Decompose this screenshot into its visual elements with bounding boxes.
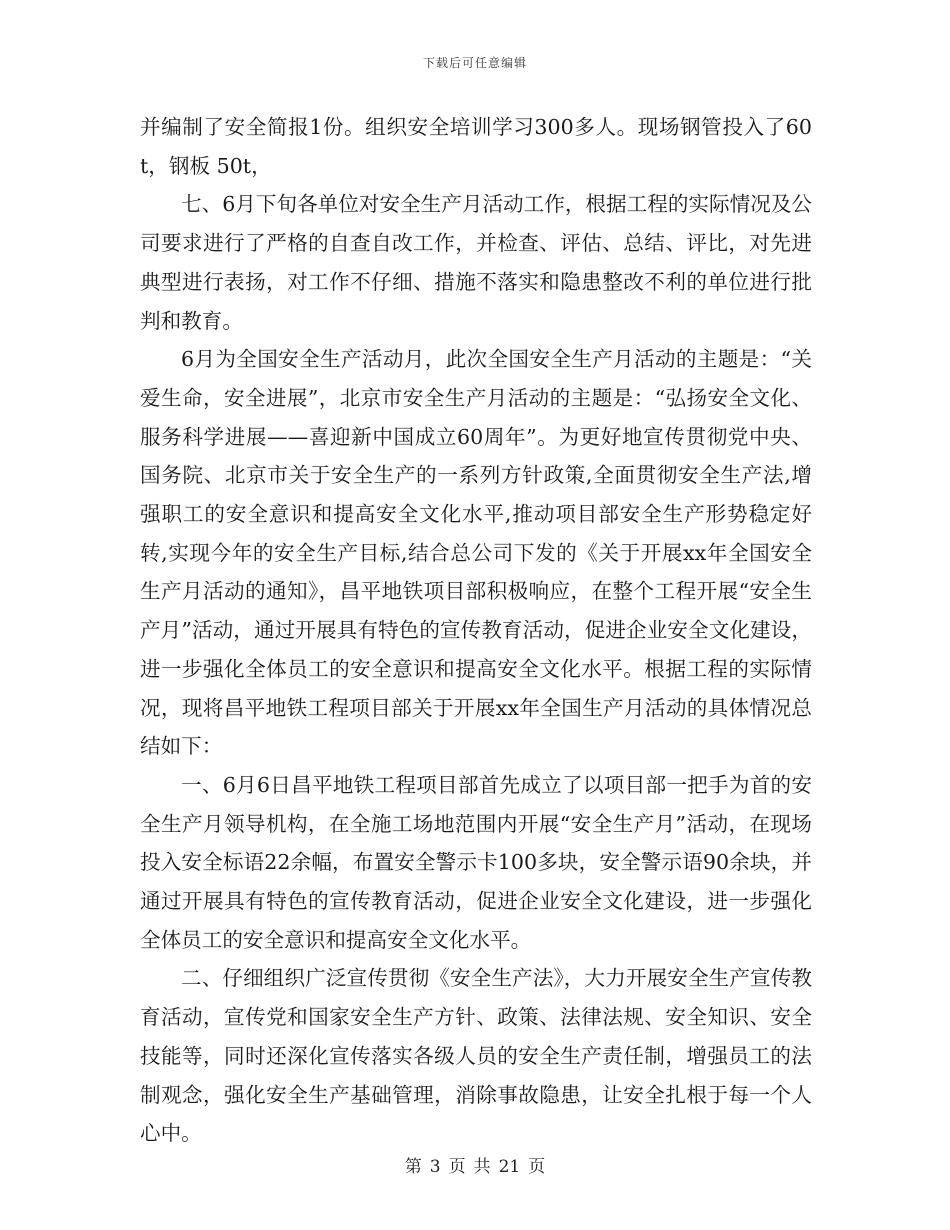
paragraph-3: 6月为全国安全生产活动月，此次全国安全生产月活动的主题是：“关爱生命，安全进展”，北京市安全生产月活动的主题是：“弘扬安全文化、服务科学进展——喜迎新中国成立60周年”。为更好地宣传贯彻党中央、国务院、北京市关于安全生产的一系列方针政策,全面贯彻安全生产法,增强职工的安全意识和提高安全文化水平,推动项目部安全生产形势稳定好转,实现今年的安全生产目标,结合总公司下发的《关于开展xx年全国安全生产月活动的通知》，昌平地铁项目部积极响应，在整个工程开展“安全生产月”活动，通过开展具有特色的宣传教育活动，促进企业安全文化建设，进一步强化全体员工的安全意识和提高安全文化水平。根据工程的实际情况，现将昌平地铁工程项目部关于开展xx年全国生产月活动的具体情况总结如下：: [140, 347, 812, 759]
footer-total-pages: 21: [498, 1157, 521, 1177]
footer-ye-end: 页: [528, 1157, 546, 1177]
paragraph-2: 七、6月下旬各单位对安全生产月活动工作，根据工程的实际情况及公司要求进行了严格的自查自改工作，并检查、评估、总结、评比，对先进典型进行表扬，对工作不仔细、措施不落实和隐患整改不利的单位进行批判和教育。: [140, 192, 812, 333]
footer-page-number: 3: [429, 1157, 441, 1177]
paragraph-4: 一、6月6日昌平地铁工程项目部首先成立了以项目部一把手为首的安全生产月领导机构，在全施工场地范围内开展“安全生产月”活动，在现场投入安全标语22余幅，布置安全警示卡100多块，安全警示语90余块，并通过开展具有特色的宣传教育活动，促进企业安全文化建设，进一步强化全体员工的安全意识和提高安全文化水平。: [140, 772, 812, 952]
header-note: 下载后可任意编辑: [422, 56, 527, 70]
footer-ye: 页: [448, 1157, 466, 1177]
footer-gong: 共: [473, 1157, 491, 1177]
footer-di: 第: [404, 1157, 422, 1177]
document-body: [140, 108, 812, 1153]
page-footer: [0, 1152, 950, 1177]
paragraph-5: 二、仔细组织广泛宣传贯彻《安全生产法》，大力开展安全生产宣传教育活动，宣传党和国家安全生产方针、政策、法律法规、安全知识、安全技能等，同时还深化宣传落实各级人员的安全生产责任制，增强员工的法制观念，强化安全生产基础管理，消除事故隐患，让安全扎根于每一个人心中。: [140, 966, 812, 1146]
paragraph-1: 并编制了安全简报1份。组织安全培训学习300多人。现场钢管投入了60t，钢板 50t，: [140, 115, 812, 178]
